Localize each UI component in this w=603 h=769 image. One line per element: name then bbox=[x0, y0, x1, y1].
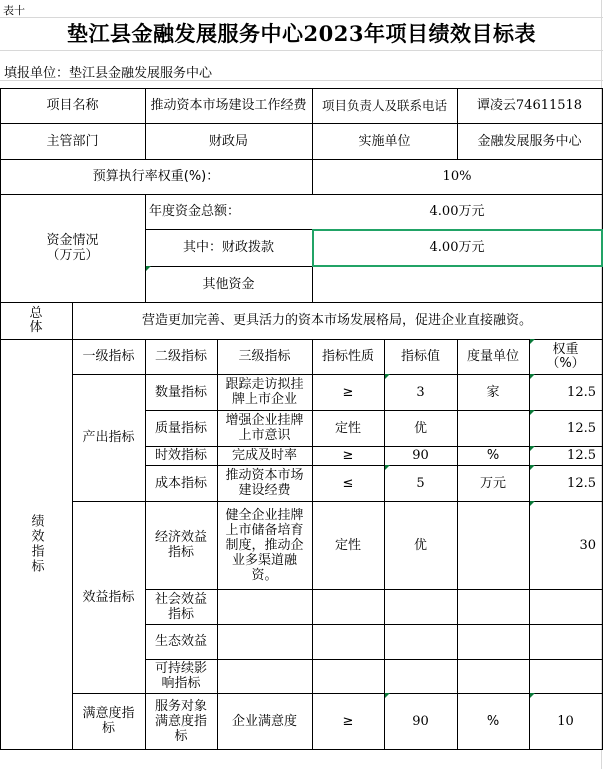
header-level2: 二级指标 bbox=[154, 349, 207, 364]
indicator-weight[interactable]: 12.5 bbox=[567, 420, 596, 436]
indicator-value[interactable]: 5 bbox=[416, 475, 425, 491]
cell-error-marker bbox=[385, 374, 390, 379]
indicator-nature[interactable] bbox=[312, 659, 384, 693]
indicator-weight[interactable]: 12.5 bbox=[567, 384, 596, 400]
indicator-unit[interactable] bbox=[457, 410, 529, 446]
indicator-l3[interactable] bbox=[217, 659, 312, 693]
indicator-weight[interactable] bbox=[529, 589, 602, 624]
indicator-nature[interactable]: ≥ bbox=[342, 713, 354, 729]
weight-value[interactable]: 10% bbox=[442, 169, 472, 184]
indicator-unit[interactable]: 万元 bbox=[479, 475, 506, 491]
fund-other-value[interactable] bbox=[312, 266, 602, 302]
indicator-unit[interactable] bbox=[457, 589, 529, 624]
cell-error-marker bbox=[530, 501, 535, 506]
indicator-value[interactable]: 90 bbox=[412, 448, 429, 463]
cell-error-marker bbox=[530, 374, 535, 379]
indicator-l2: 社会效益指标 bbox=[154, 591, 207, 622]
indicator-weight[interactable]: 10 bbox=[557, 713, 574, 729]
cell-error-marker bbox=[530, 693, 535, 698]
indicator-l2: 质量指标 bbox=[154, 420, 207, 436]
indicator-l2: 数量指标 bbox=[154, 384, 207, 400]
indicator-unit[interactable]: % bbox=[486, 448, 500, 463]
indicator-l3[interactable]: 增强企业挂牌上市意识 bbox=[225, 413, 304, 443]
gridline bbox=[0, 50, 603, 51]
indicator-unit[interactable] bbox=[457, 501, 529, 589]
indicator-value[interactable]: 3 bbox=[416, 384, 425, 400]
page-title: 垫江县金融发展服务中心2023年项目绩效目标表 bbox=[67, 21, 536, 46]
overall-goal-label: 总 体 bbox=[29, 305, 43, 335]
indicator-weight[interactable]: 30 bbox=[579, 537, 596, 553]
indicator-unit[interactable] bbox=[457, 624, 529, 659]
indicator-l2: 生态效益 bbox=[154, 634, 207, 649]
contact-label: 项目负责人及联系电话 bbox=[321, 98, 447, 113]
indicator-unit[interactable]: % bbox=[486, 713, 500, 729]
cell-error-marker bbox=[530, 465, 535, 470]
cell-error-marker bbox=[530, 339, 535, 344]
selected-cell-highlight bbox=[312, 229, 603, 267]
fund-financial-value[interactable]: 4.00万元 bbox=[429, 240, 485, 255]
indicator-value[interactable]: 90 bbox=[412, 713, 429, 729]
dept-label: 主管部门 bbox=[46, 133, 99, 149]
fund-label: 资金情况 （万元） bbox=[46, 233, 99, 263]
cell-error-marker bbox=[385, 465, 390, 470]
indicator-unit[interactable] bbox=[457, 659, 529, 693]
indicator-value[interactable]: 优 bbox=[413, 420, 427, 436]
indicator-l2: 可持续影响指标 bbox=[154, 661, 207, 691]
indicator-weight[interactable]: 12.5 bbox=[567, 448, 596, 463]
fund-other-label: 其他资金 bbox=[202, 276, 255, 292]
filler-unit-label: 填报单位：垫江县金融发展服务中心 bbox=[4, 66, 213, 81]
fund-financial-label: 其中：财政拨款 bbox=[182, 240, 274, 255]
project-name-value[interactable]: 推动资本市场建设工作经费 bbox=[150, 98, 307, 113]
table-number-tag: 表十 bbox=[3, 4, 25, 17]
indicator-weight[interactable] bbox=[529, 659, 602, 693]
fund-total-label: 年度资金总额： bbox=[149, 204, 241, 219]
indicator-nature[interactable] bbox=[312, 589, 384, 624]
table-border bbox=[0, 749, 603, 750]
indicator-l3[interactable]: 完成及时率 bbox=[231, 448, 297, 463]
indicator-value[interactable]: 优 bbox=[413, 537, 427, 553]
indicator-nature[interactable]: ≥ bbox=[342, 448, 354, 463]
indicator-l2: 经济效益指标 bbox=[155, 530, 208, 560]
cell-error-marker bbox=[146, 266, 151, 271]
indicator-value[interactable] bbox=[384, 659, 457, 693]
indicator-l3[interactable]: 企业满意度 bbox=[231, 713, 297, 729]
indicator-weight[interactable] bbox=[529, 624, 602, 659]
impl-unit-value[interactable]: 金融发展服务中心 bbox=[477, 133, 582, 149]
indicator-l2: 服务对象满意度指标 bbox=[154, 698, 207, 744]
impl-unit-label: 实施单位 bbox=[358, 133, 411, 149]
indicator-l2: 成本指标 bbox=[154, 475, 207, 491]
satisfaction-indicators-label: 满意度指标 bbox=[82, 706, 135, 736]
indicator-l3[interactable]: 健全企业挂牌上市储备培育制度，推动企业多渠道融资。 bbox=[225, 507, 304, 583]
indicator-weight[interactable]: 12.5 bbox=[567, 475, 596, 491]
indicator-value[interactable] bbox=[384, 624, 457, 659]
indicator-l3[interactable]: 推动资本市场建设经费 bbox=[225, 468, 304, 498]
indicator-l3[interactable] bbox=[217, 589, 312, 624]
cell-error-marker bbox=[530, 446, 535, 451]
header-nature: 指标性质 bbox=[321, 349, 374, 364]
dept-value[interactable]: 财政局 bbox=[208, 133, 248, 149]
indicator-nature[interactable] bbox=[312, 624, 384, 659]
overall-goal-text[interactable]: 营造更加完善、更具活力的资本市场发展格局，促进企业直接融资。 bbox=[141, 313, 532, 328]
header-value: 指标值 bbox=[400, 349, 440, 364]
indicator-l3[interactable]: 跟踪走访拟挂牌上市企业 bbox=[225, 377, 304, 407]
indicator-nature[interactable]: ≥ bbox=[342, 384, 354, 400]
header-weight: 权重（%） bbox=[546, 341, 585, 371]
fund-total-value[interactable]: 4.00万元 bbox=[429, 204, 485, 219]
indicator-value[interactable] bbox=[384, 589, 457, 624]
indicator-nature[interactable]: ≤ bbox=[342, 475, 354, 491]
cell-error-marker bbox=[530, 410, 535, 415]
indicator-unit[interactable]: 家 bbox=[486, 384, 500, 400]
project-name-label: 项目名称 bbox=[46, 98, 99, 113]
performance-side-label: 绩效指标 bbox=[28, 514, 44, 574]
indicator-l2: 时效指标 bbox=[154, 448, 207, 463]
cell-error-marker bbox=[385, 693, 390, 698]
benefit-indicators-label: 效益指标 bbox=[82, 589, 135, 605]
contact-value[interactable]: 谭凌云74611518 bbox=[476, 98, 583, 113]
header-level3: 三级指标 bbox=[238, 349, 291, 364]
indicator-nature[interactable]: 定性 bbox=[334, 537, 361, 553]
indicator-l3[interactable] bbox=[217, 624, 312, 659]
weight-label: 预算执行率权重(%)： bbox=[92, 169, 220, 184]
indicator-nature[interactable]: 定性 bbox=[334, 420, 361, 436]
header-unit: 度量单位 bbox=[466, 349, 519, 364]
output-indicators-label: 产出指标 bbox=[82, 430, 135, 445]
header-level1: 一级指标 bbox=[82, 349, 135, 364]
